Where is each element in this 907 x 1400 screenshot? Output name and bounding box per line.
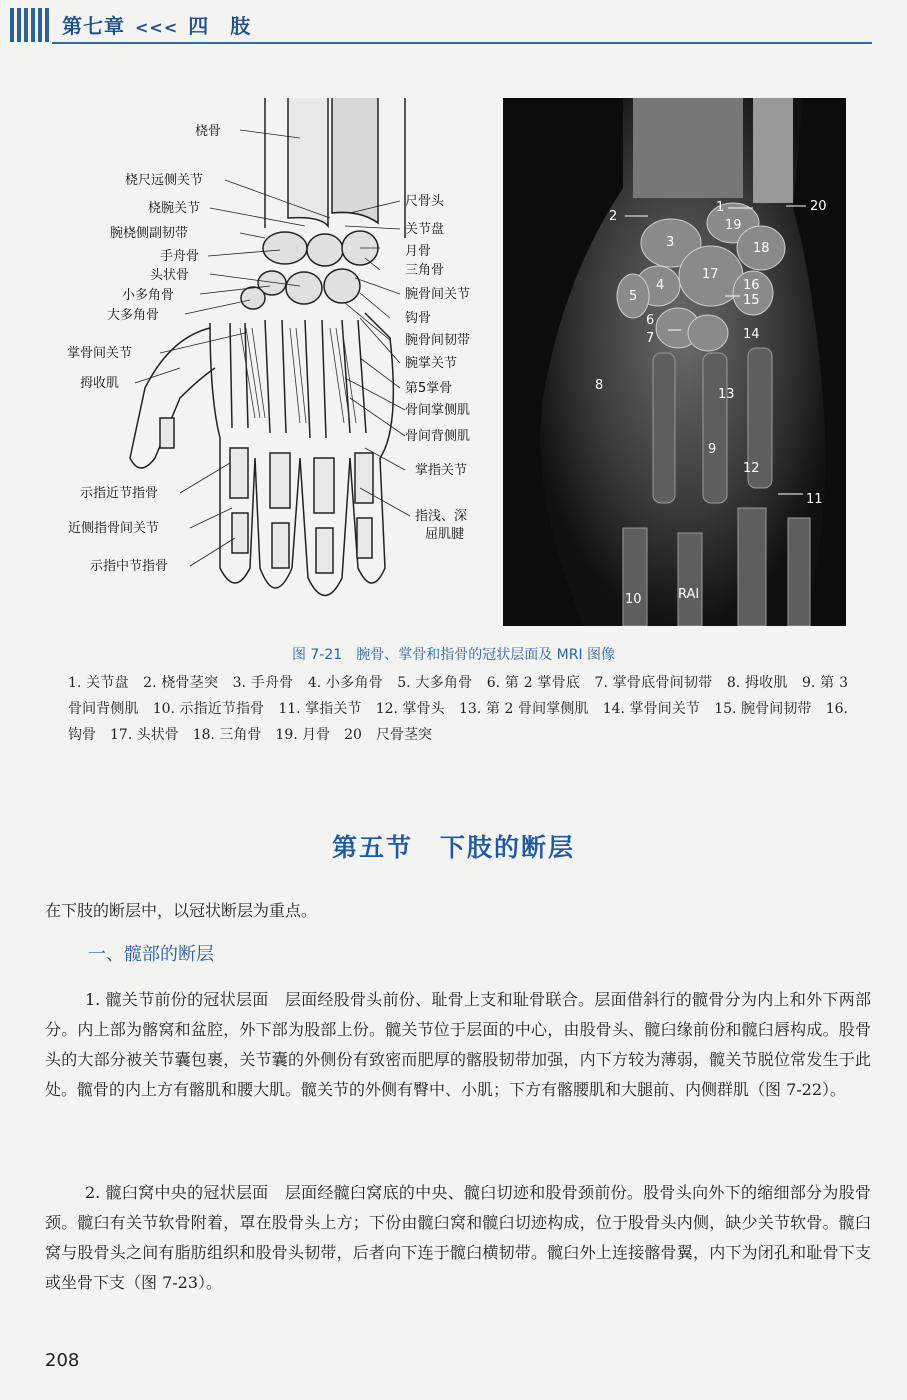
mri-label-16: 16 xyxy=(743,278,760,293)
mri-label-1: 1 xyxy=(716,200,725,215)
mri-label-13: 13 xyxy=(718,387,735,402)
paragraph-1: 1. 髋关节前份的冠状层面 层面经股骨头前份、耻骨上支和耻骨联合。层面借斜行的髋骨分为内上和外下两部分。内上部为髂窝和盆腔，外下部为股部上份。髋关节位于层面的中心，由股骨头、髋臼缘前份和髋臼唇构成。股骨头的大部分被关节囊包裹，关节囊的外侧份有致密而肥厚的髂股韧带加强，内下方较为薄弱，髋关节脱位常发生于此处。髋骨的内上方有髂肌和腰大肌。髋关节的外侧有臀中、小肌；下方有髂腰肌和大腿前、内侧群肌（图 7-22）。 xyxy=(45,990,871,1099)
mri-radius xyxy=(633,98,793,203)
label-index-proximal-phalanx: 示指近节指骨 xyxy=(80,486,159,501)
header-decoration xyxy=(10,8,50,42)
muscle-hatching xyxy=(240,328,356,423)
label-5th-metacarpal: 第5掌骨 xyxy=(405,381,453,396)
label-triquetrum: 三角骨 xyxy=(405,263,445,278)
figure-caption: 图 7-21 腕骨、掌骨和指骨的冠状层面及 MRI 图像 xyxy=(291,647,616,663)
intro-paragraph: 在下肢的断层中，以冠状断层为重点。 xyxy=(45,901,318,920)
mri-label-19: 19 xyxy=(725,218,742,233)
mri-orientation-marker: RAI xyxy=(678,587,700,602)
mri-label-9: 9 xyxy=(708,442,717,457)
mri-label-8: 8 xyxy=(595,378,604,393)
label-lunate: 月骨 xyxy=(405,244,432,259)
label-intermetacarpal-joint: 掌骨间关节 xyxy=(67,346,133,361)
label-radiocarpal-joint: 桡腕关节 xyxy=(148,201,201,216)
label-radial-collateral-ligament: 腕桡侧副韧带 xyxy=(110,226,189,241)
label-capitate: 头状骨 xyxy=(150,268,190,283)
label-flexor-tendons-line2: 屈肌腱 xyxy=(425,527,465,542)
mri-label-15: 15 xyxy=(743,293,760,308)
header-section: 四 肢 xyxy=(188,14,252,38)
label-trapezoid: 小多角骨 xyxy=(122,288,175,303)
mri-label-7: 7 xyxy=(646,331,655,346)
right-labels xyxy=(405,193,470,542)
section-title: 第五节 下肢的断层 xyxy=(331,833,575,862)
chapter-label: 第七章 xyxy=(62,14,125,38)
mri-label-11: 11 xyxy=(806,492,823,507)
mri-label-6: 6 xyxy=(646,313,655,328)
label-proximal-interphalangeal-joint: 近侧指骨间关节 xyxy=(68,521,160,536)
label-palmar-interossei: 骨间掌侧肌 xyxy=(405,403,471,418)
label-flexor-tendons-line1: 指浅、深 xyxy=(415,509,468,524)
mri-label-12: 12 xyxy=(743,461,760,476)
header-arrows: <<< xyxy=(135,18,179,37)
mri-label-20: 20 xyxy=(810,199,827,214)
header-rule xyxy=(52,42,872,44)
mri-label-5: 5 xyxy=(629,289,638,304)
paragraph-2: 2. 髋臼窝中央的冠状层面 层面经髋臼窝底的中央、髋臼切迹和股骨颈前份。股骨头向外下的缩细部分为股骨颈。髋臼有关节软骨附着，罩在股骨头上方；下份由髋臼窝和髋臼切迹构成，位于股骨头内侧，缺少关节软骨。髋臼窝与股骨头之间有脂肪组织和股骨头韧带，后者向下连于髋臼横韧带。髋臼外上连接髂骨翼，内下为闭孔和耻骨下支或坐骨下支（图 7-23）。 xyxy=(45,1183,871,1292)
hand-coronal-drawing xyxy=(60,98,500,618)
label-radius: 桡骨 xyxy=(195,124,222,139)
label-distal-radioulnar-joint: 桡尺远侧关节 xyxy=(125,173,204,188)
label-intercarpal-ligament: 腕骨间韧带 xyxy=(405,333,471,348)
figure-legend: 1. 关节盘 2. 桡骨茎突 3. 手舟骨 4. 小多角骨 5. 大多角骨 6. 第 2 掌骨底 7. 掌骨底骨间韧带 8. 拇收肌 9. 第 3 骨间背侧肌 10. 示指近节指骨 11. 掌指关节 12. 掌骨头 13. 第 2 骨间掌侧肌 14. 掌骨间关节 15. 腕骨间韧带 16. 钩骨 17. 头状骨 18. 三角骨 19. 月骨 20 尺骨茎突 xyxy=(68,675,848,743)
mri-image xyxy=(503,98,846,626)
running-header xyxy=(62,10,251,39)
label-articular-disc: 关节盘 xyxy=(405,222,445,237)
page-number: 208 xyxy=(45,1350,80,1371)
left-labels xyxy=(67,123,221,574)
mri-label-2: 2 xyxy=(609,209,618,224)
label-dorsal-interossei: 骨间背侧肌 xyxy=(405,429,471,444)
label-carpometacarpal-joint: 腕掌关节 xyxy=(405,356,458,371)
label-adductor-pollicis: 拇收肌 xyxy=(80,376,120,391)
mri-label-18: 18 xyxy=(753,241,770,256)
label-index-middle-phalanx: 示指中节指骨 xyxy=(90,559,169,574)
label-mcp-joint: 掌指关节 xyxy=(415,463,468,478)
mri-label-14: 14 xyxy=(743,327,760,342)
mri-label-3: 3 xyxy=(666,235,675,250)
label-intercarpal-joint: 腕骨间关节 xyxy=(405,287,471,302)
subheading: 一、髋部的断层 xyxy=(88,944,214,965)
mri-label-4: 4 xyxy=(656,278,665,293)
label-ulnar-head: 尺骨头 xyxy=(405,194,445,209)
label-scaphoid: 手舟骨 xyxy=(160,249,200,264)
label-hamate: 钩骨 xyxy=(405,311,432,326)
mri-label-17: 17 xyxy=(702,267,719,282)
label-trapezium: 大多角骨 xyxy=(107,308,160,323)
mri-label-10: 10 xyxy=(625,592,642,607)
